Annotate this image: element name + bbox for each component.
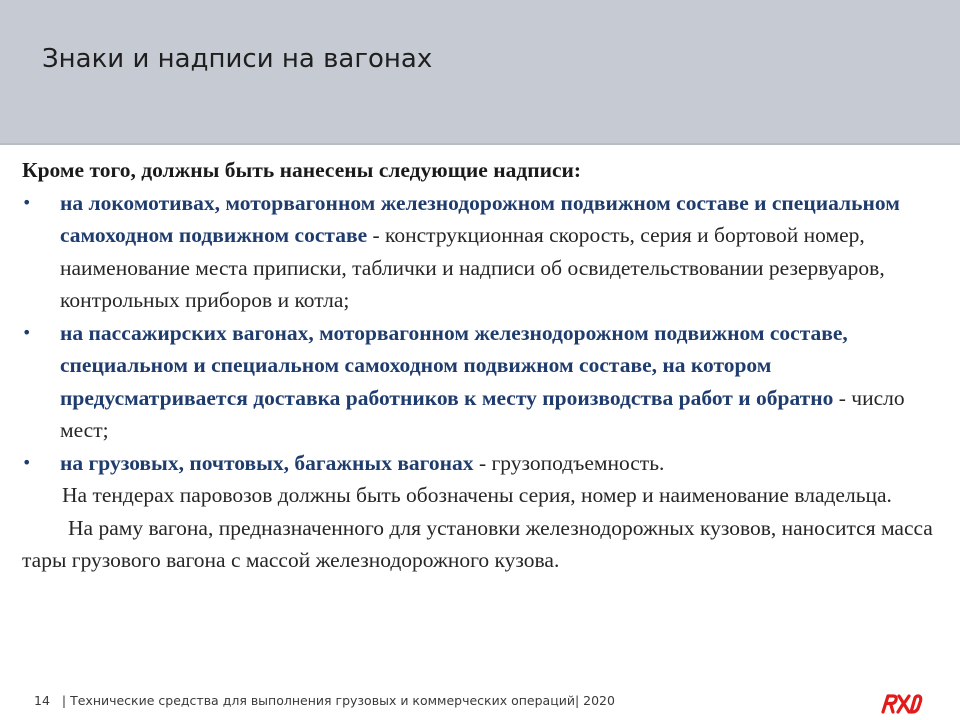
item-text: - грузоподъемность. [473,450,665,475]
page-title: Знаки и надписи на вагонах [42,44,433,74]
bullet-icon: • [22,322,32,342]
footer-caption [34,693,615,708]
footer-text: | Технические средства для выполнения грузовых и коммерческих операций| 2020 [61,693,615,708]
slide-body [22,154,942,577]
item-text: - конструкционная скорость, серия и бортовой номер, наименование места приписки, таблички и надписи об освидетельствовании резервуаров, контрольных приборов и котла; [60,223,885,312]
paragraph-frame: На раму вагона, предназначенного для установки железнодорожных кузовов, наносится масса тары грузового вагона с массой железнодорожного кузова. [22,515,933,572]
rzd-logo-icon [876,688,924,716]
bullet-icon: • [22,192,32,212]
list-item [22,187,942,317]
list-item [22,447,942,480]
item-highlight: на пассажирских вагонах, моторвагонном железнодорожном подвижном составе, специальном и специальном самоходном подвижном составе, на котором предусматривается доставка работников к месту производства работ и обратно [60,320,848,410]
list-item [22,317,942,447]
title-divider [0,143,960,145]
intro-heading: Кроме того, должны быть нанесены следующие надписи: [22,158,582,182]
item-highlight: на локомотивах, моторвагонном железнодорожном подвижном составе и специальном самоходном подвижном составе [60,190,900,247]
bullet-icon: • [22,452,32,472]
footer [0,686,960,720]
item-highlight: на грузовых, почтовых, багажных вагонах [60,450,474,475]
paragraph-tenders: На тендерах паровозов должны быть обозначены серия, номер и наименование владельца. [62,483,892,507]
page-number: 14 [34,693,50,708]
item-text: - число мест; [60,385,905,442]
